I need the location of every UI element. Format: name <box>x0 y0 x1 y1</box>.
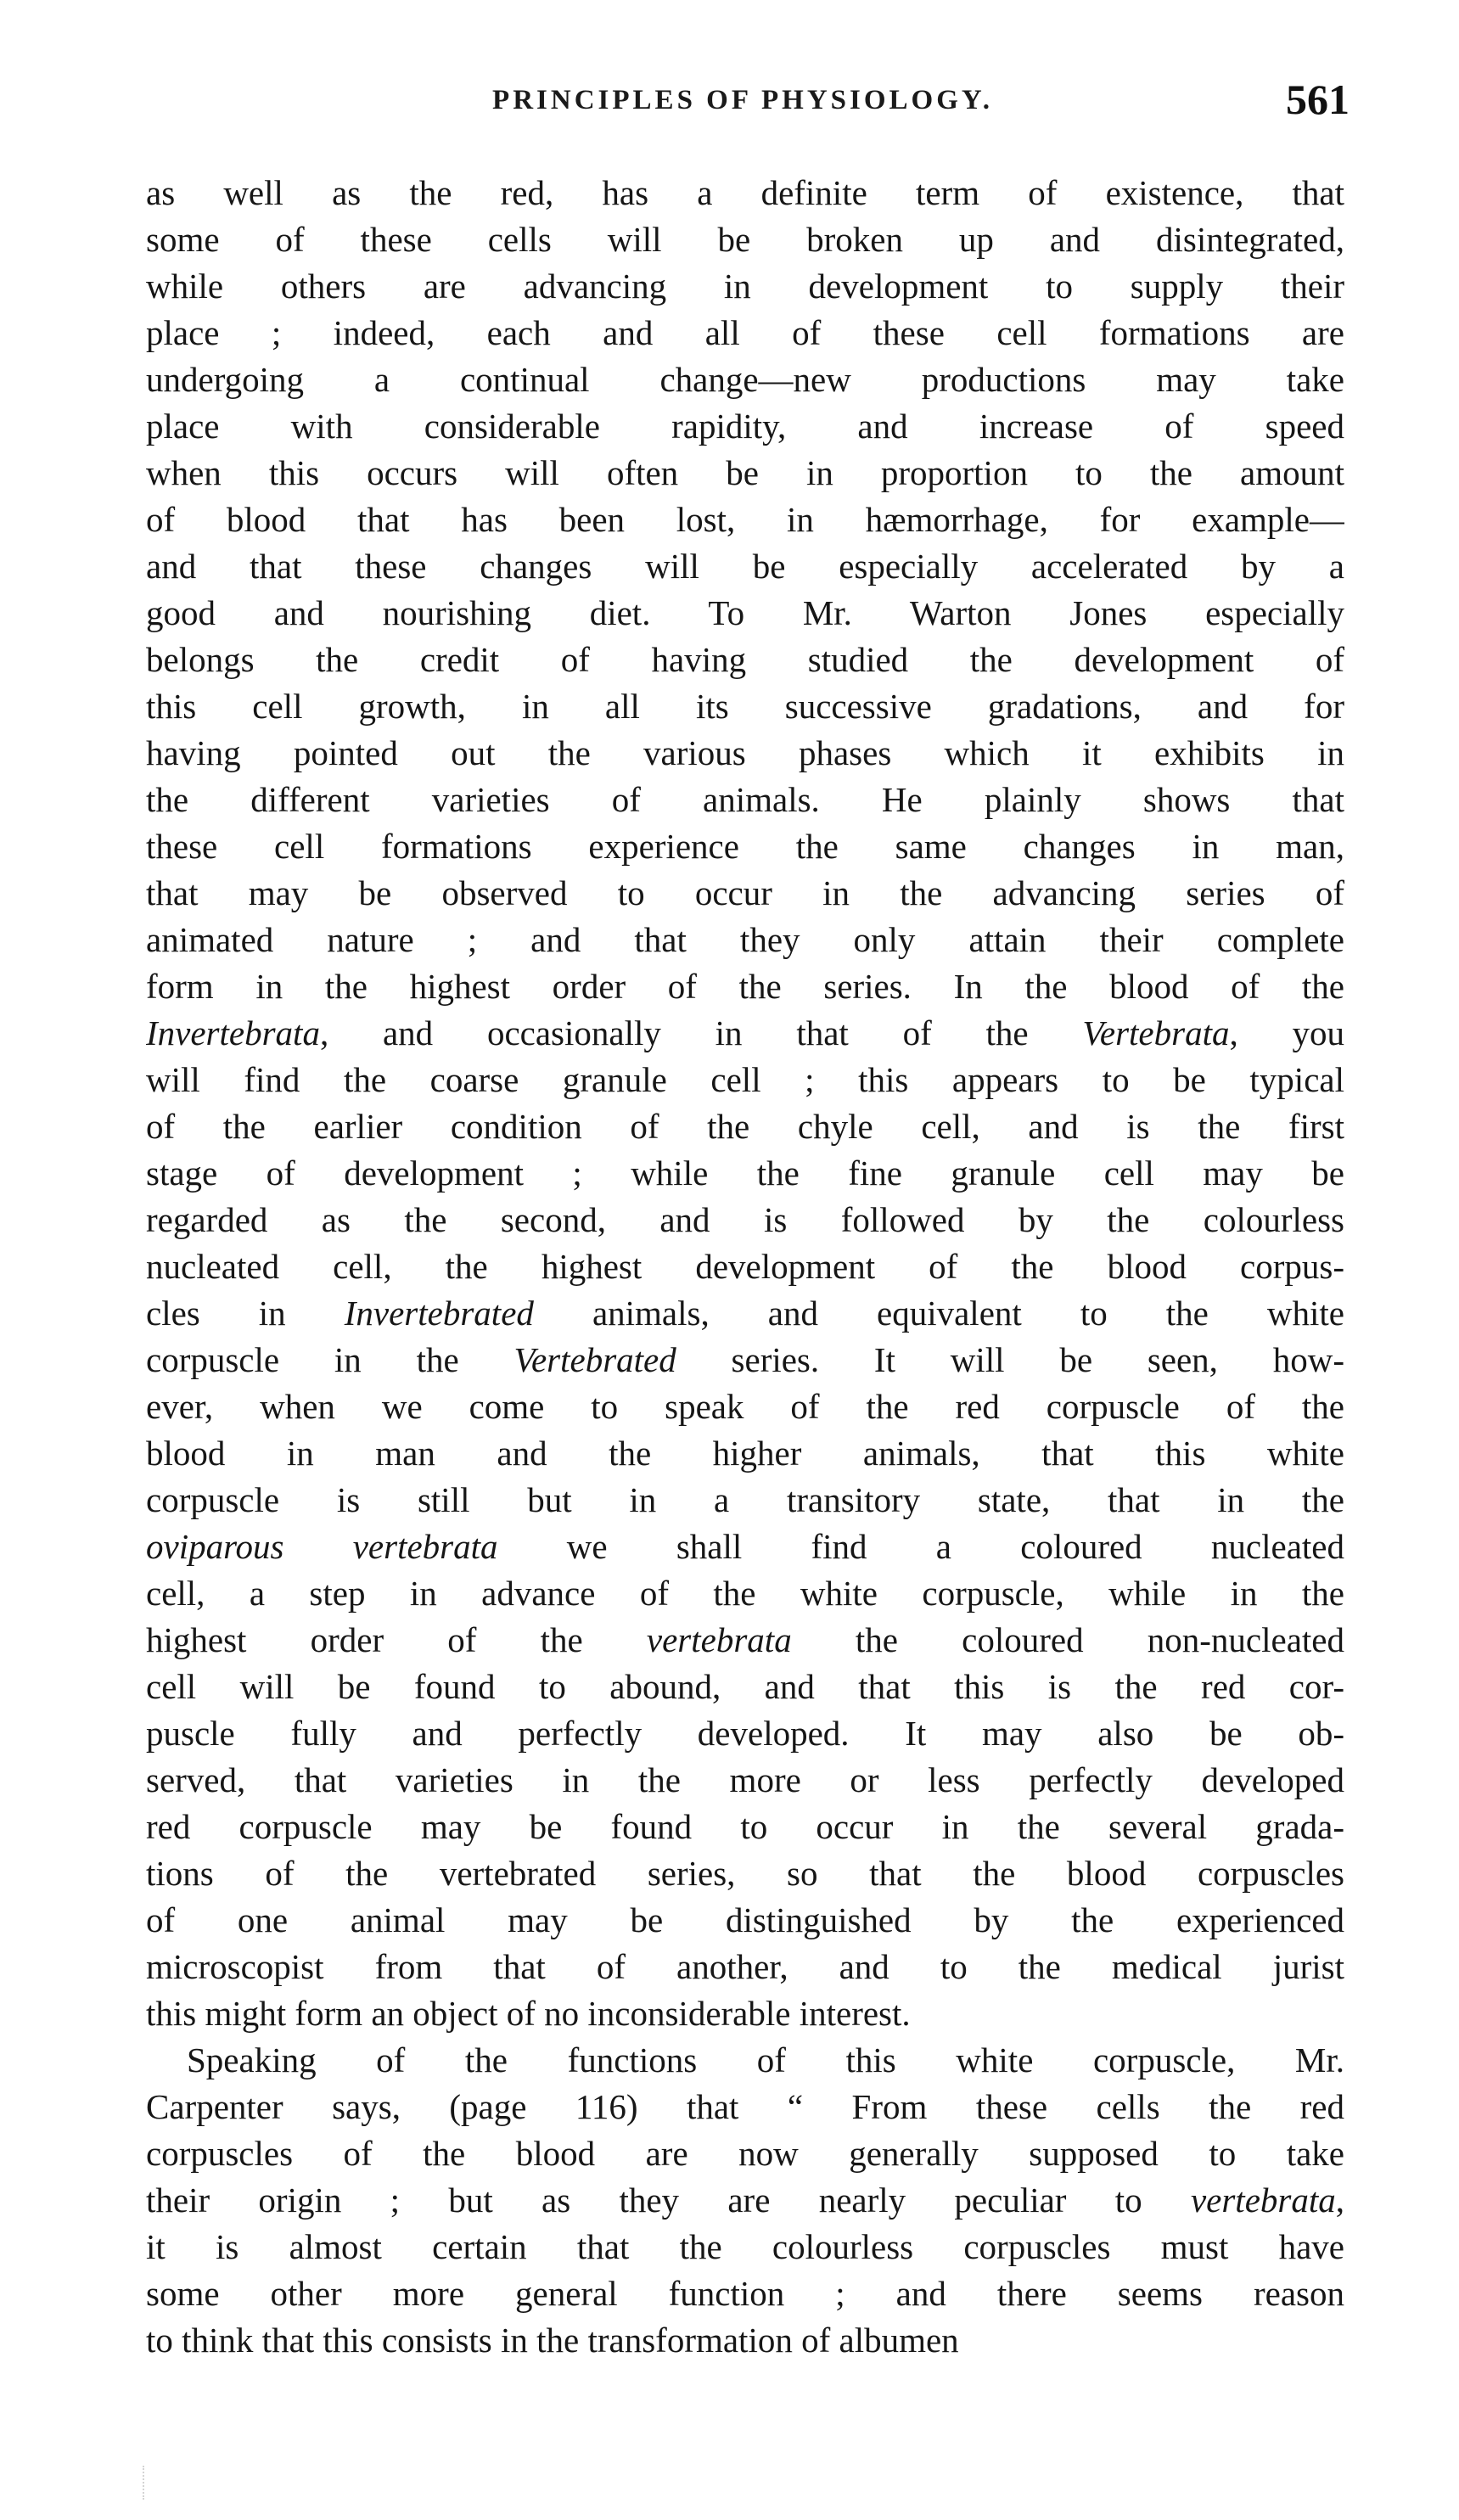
text-line <box>146 1290 1344 1337</box>
text-line <box>146 263 1344 310</box>
text-line <box>146 170 1344 216</box>
text-line <box>146 1524 1344 1570</box>
text-line <box>146 2037 1344 2084</box>
text-segment: corpuscle is still but in a transitory state, that in the <box>146 1480 1344 1519</box>
italic-text-segment: vertebrata <box>646 1620 792 1659</box>
text-segment: undergoing a continual change—new productions may take <box>146 360 1344 399</box>
text-segment: microscopist from that of another, and to the medical jurist <box>146 1947 1344 1986</box>
text-line <box>146 1010 1344 1057</box>
text-line <box>146 730 1344 777</box>
text-line <box>146 543 1344 590</box>
text-segment: it is almost certain that the colourless corpuscles must have <box>146 2227 1344 2266</box>
italic-text-segment: Vertebrated <box>513 1340 676 1379</box>
text-line <box>146 1430 1344 1477</box>
text-line <box>146 1944 1344 1990</box>
text-segment: when this occurs will often be in proportion to the amount <box>146 453 1344 492</box>
text-segment: series. It will be seen, how- <box>676 1340 1344 1379</box>
text-line <box>146 1337 1344 1383</box>
text-segment: this cell growth, in all its successive gradations, and for <box>146 687 1344 726</box>
text-line <box>146 1570 1344 1617</box>
text-segment: of the earlier condition of the chyle cell, and is the first <box>146 1107 1344 1146</box>
text-segment: animals, and equivalent to the white <box>533 1294 1344 1333</box>
text-line <box>146 777 1344 823</box>
text-segment: highest order of the <box>146 1620 647 1659</box>
text-line <box>146 2224 1344 2270</box>
text-segment: cles in <box>146 1294 345 1333</box>
text-line <box>146 1710 1344 1757</box>
page-edge-mark <box>143 2466 146 2500</box>
text-segment: of blood that has been lost, in hæmorrhage, for example— <box>146 500 1344 539</box>
text-line <box>146 1757 1344 1804</box>
text-line <box>146 1197 1344 1243</box>
text-line <box>146 1850 1344 1897</box>
text-segment: the different varieties of animals. He plainly shows that <box>146 780 1344 819</box>
page-number: 561 <box>1286 76 1350 123</box>
text-segment: having pointed out the various phases which it exhibits in <box>146 733 1344 772</box>
text-line <box>146 1383 1344 1430</box>
text-line <box>146 1057 1344 1103</box>
text-line <box>146 450 1344 497</box>
text-line <box>146 1897 1344 1944</box>
text-segment: served, that varieties in the more or less perfectly developed <box>146 1760 1344 1799</box>
running-title: PRINCIPLES OF PHYSIOLOGY. <box>492 85 993 115</box>
text-line <box>146 2130 1344 2177</box>
text-segment: this might form an object of no inconsiderable interest. <box>146 1994 911 2033</box>
text-line <box>146 637 1344 683</box>
italic-text-segment: Vertebrata <box>1082 1013 1230 1052</box>
text-segment: their origin ; but as they are nearly peculiar to <box>146 2180 1191 2220</box>
text-segment: these cell formations experience the same changes in man, <box>146 827 1344 866</box>
text-segment: as well as the red, has a definite term of existence, that <box>146 173 1344 212</box>
italic-text-segment: Invertebrata <box>146 1013 320 1052</box>
text-line <box>146 2270 1344 2317</box>
text-line <box>146 823 1344 870</box>
text-segment: and that these changes will be especially accelerated by a <box>146 547 1344 586</box>
text-line <box>146 2084 1344 2130</box>
text-segment: form in the highest order of the series. In the blood of the <box>146 967 1344 1006</box>
text-segment: corpuscle in the <box>146 1340 514 1379</box>
text-segment: cell will be found to abound, and that this is the red cor- <box>146 1667 1344 1706</box>
running-header <box>136 75 1350 134</box>
text-line <box>146 310 1344 356</box>
text-segment: Speaking of the functions of this white corpuscle, Mr. <box>187 2040 1344 2079</box>
text-segment: regarded as the second, and is followed by the colourless <box>146 1200 1344 1239</box>
text-segment: Carpenter says, (page 116) that “ From these cells the red <box>146 2087 1344 2126</box>
italic-text-segment: Invertebrated <box>344 1294 534 1333</box>
text-segment: blood in man and the higher animals, that this white <box>146 1434 1344 1473</box>
body-text <box>146 170 1344 2364</box>
text-line <box>146 1990 1344 2037</box>
text-segment: of one animal may be distinguished by the experienced <box>146 1900 1344 1939</box>
text-segment: place ; indeed, each and all of these cell formations are <box>146 313 1344 352</box>
text-line <box>146 356 1344 403</box>
text-line <box>146 2317 1344 2364</box>
text-line <box>146 1103 1344 1150</box>
text-segment: that may be observed to occur in the advancing series of <box>146 873 1344 912</box>
text-segment: , <box>1335 2180 1344 2220</box>
text-segment: corpuscles of the blood are now generally supposed to take <box>146 2134 1344 2173</box>
text-segment: stage of development ; while the fine granule cell may be <box>146 1153 1344 1193</box>
text-line <box>146 590 1344 637</box>
text-line <box>146 1617 1344 1664</box>
text-line <box>146 2177 1344 2224</box>
text-segment: the coloured non-nucleated <box>791 1620 1344 1659</box>
text-segment: animated nature ; and that they only attain their complete <box>146 920 1344 959</box>
text-line <box>146 403 1344 450</box>
text-segment: , and occasionally in that of the <box>319 1013 1083 1052</box>
text-segment: puscle fully and perfectly developed. It may also be ob- <box>146 1714 1344 1753</box>
text-line <box>146 216 1344 263</box>
text-line <box>146 1243 1344 1290</box>
text-segment: some other more general function ; and there seems reason <box>146 2274 1344 2313</box>
text-line <box>146 963 1344 1010</box>
text-line <box>146 870 1344 917</box>
text-segment: cell, a step in advance of the white corpuscle, while in the <box>146 1574 1344 1613</box>
text-segment: , you <box>1229 1013 1344 1052</box>
text-segment: ever, when we come to speak of the red corpuscle of the <box>146 1387 1344 1426</box>
text-line <box>146 917 1344 963</box>
text-line <box>146 1664 1344 1710</box>
text-segment: while others are advancing in development to supply their <box>146 267 1344 306</box>
text-segment: to think that this consists in the transformation of albumen <box>146 2321 959 2360</box>
text-line <box>146 1477 1344 1524</box>
text-line <box>146 1804 1344 1850</box>
text-segment: nucleated cell, the highest development of the blood corpus- <box>146 1247 1344 1286</box>
text-segment: belongs the credit of having studied the development of <box>146 640 1344 679</box>
text-segment: will find the coarse granule cell ; this appears to be typical <box>146 1060 1344 1099</box>
italic-text-segment: oviparous vertebrata <box>146 1527 498 1566</box>
text-line <box>146 683 1344 730</box>
text-segment: tions of the vertebrated series, so that the blood corpuscles <box>146 1854 1344 1893</box>
text-segment: red corpuscle may be found to occur in the several grada- <box>146 1807 1344 1846</box>
text-segment: some of these cells will be broken up and disintegrated, <box>146 220 1344 259</box>
italic-text-segment: vertebrata <box>1190 2180 1336 2220</box>
text-line <box>146 497 1344 543</box>
text-line <box>146 1150 1344 1197</box>
text-segment: good and nourishing diet. To Mr. Warton Jones especially <box>146 593 1344 632</box>
text-segment: place with considerable rapidity, and increase of speed <box>146 407 1344 446</box>
text-segment: we shall find a coloured nucleated <box>497 1527 1344 1566</box>
